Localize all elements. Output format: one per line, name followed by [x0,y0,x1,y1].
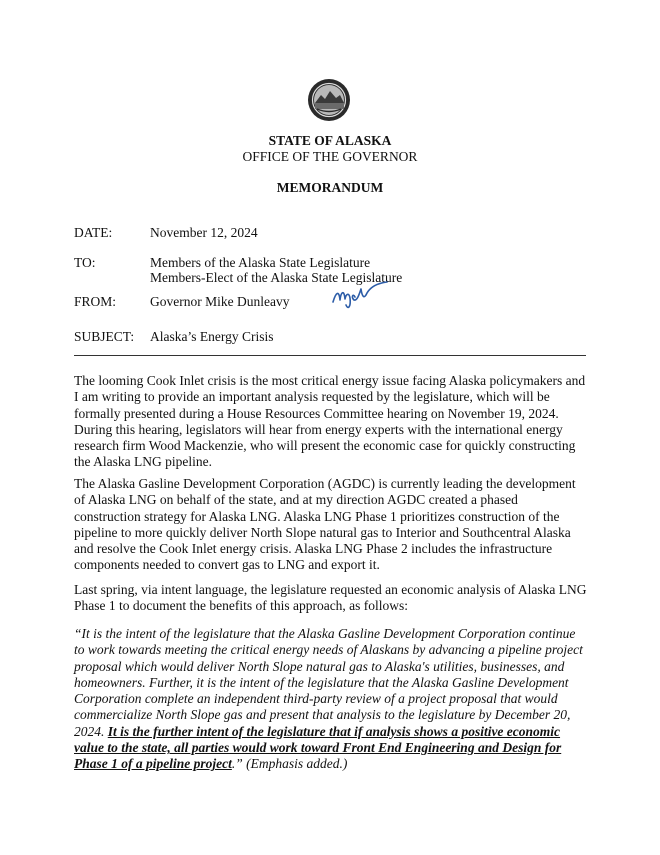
memorandum-title: MEMORANDUM [276,180,384,195]
quote-ending: .” (Emphasis added.) [231,756,348,772]
header-divider [74,355,586,356]
signature-image [331,280,389,312]
subject-label: SUBJECT: [74,329,135,344]
body-paragraph-1 [74,373,587,471]
paragraph-text: The looming Cook Inlet crisis is the most critical energy issue facing Alaska policymakers and I am writing to provide an important analysis requested by the legislature, which will be formally presented during a House Resources Committee hearing on November 19, 2024. During this hearing, legislators will hear from energy experts with the international energy research firm Wood Mackenzie, who will present the economic case for quickly constructing the Alaska LNG pipeline. [74,373,586,470]
quote-emphasis: It is the further intent of the legislature that if analysis shows a positive economic value to the state, all parties would work toward Front End Engineering and Design for Phase 1 of a pipeline project [74,723,562,772]
state-seal-icon [307,78,351,122]
subject-value: Alaska’s Energy Crisis [150,329,274,344]
from-value: Governor Mike Dunleavy [150,294,290,309]
body-paragraph-3 [74,582,587,615]
paragraph-text: Last spring, via intent language, the legislature requested an economic analysis of Alaska LNG Phase 1 to document the benefits of this approach, as follows: [74,582,587,614]
body-paragraph-2 [74,476,587,574]
office-heading: OFFICE OF THE GOVERNOR [242,149,418,164]
to-recipient-2: Members-Elect of the Alaska State Legislature [150,270,403,285]
from-label: FROM: [74,294,117,309]
state-heading: STATE OF ALASKA [268,133,392,148]
to-recipient-1: Members of the Alaska State Legislature [150,255,371,270]
date-label: DATE: [74,225,113,240]
to-label: TO: [74,255,96,270]
legislative-quote [74,626,587,773]
paragraph-text: The Alaska Gasline Development Corporation (AGDC) is currently leading the development of Alaska LNG on behalf of the state, and at my direction AGDC created a phased construction strategy for Alaska LNG. Alaska LNG Phase 1 prioritizes construction of the pipeline to more quickly deliver North Slope natural gas to Interior and Southcentral Alaska and resolve the Cook Inlet energy crisis. Alaska LNG Phase 2 includes the infrastructure components needed to convert gas to LNG and export it. [74,476,576,573]
date-value: November 12, 2024 [150,225,258,240]
quote-intro: “It is the intent of the legislature that the Alaska Gasline Development Corporation continue to work towards meeting the critical energy needs of Alaskans by advancing a pipeline project proposal which would deliver North Slope natural gas to Alaska's utilities, businesses, and homeowners. Further, it is the intent of the legislature that the Alaska Gasline Development Corporation complete an independent third-party review of a project proposal that would commercialize North Slope gas and present that analysis to the legislature by December 20, 2024. [74,626,583,739]
